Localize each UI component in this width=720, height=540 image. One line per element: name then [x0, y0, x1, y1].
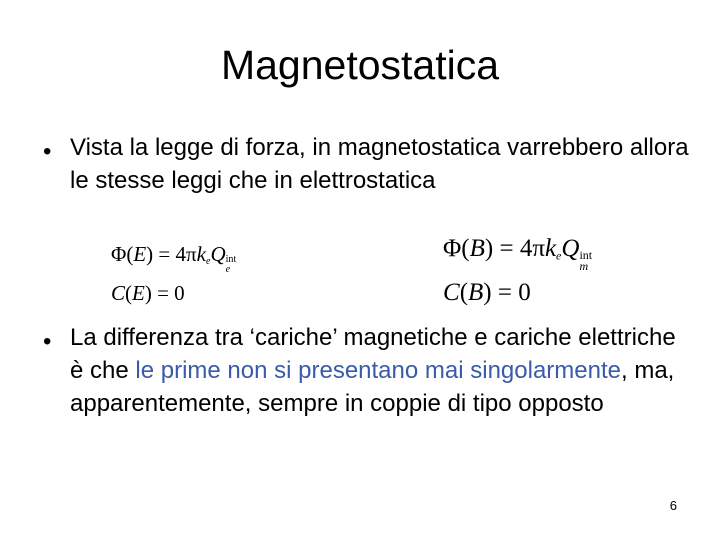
slide-title: Magnetostatica [220, 42, 500, 88]
bullet-text-1: Vista la legge di forza, in magnetostatica varrebbero allora le stesse leggi che in elettrostatica [70, 134, 689, 194]
equation-charge-symbol: Q [561, 235, 580, 262]
equation-k-subscript: e [556, 248, 562, 263]
bullet-text-2-part-1: La differenza tra ‘cariche’ magnetiche e cariche elettriche è che [70, 324, 676, 384]
equation-gauss-magnetic [443, 235, 593, 274]
equation-circulation-magnetic: C(B) = 0 [443, 279, 531, 306]
equation-lhs: Φ(B) = 4πk [443, 235, 557, 262]
bullet-text-2-highlight: le prime non si presentano mai singolarmente [135, 357, 621, 384]
bullet-text-2 [70, 321, 690, 420]
bullet-marker-2: • [43, 328, 52, 355]
bullet-text-2-part-2: , ma, apparentemente, sempre in coppie di tipo opposto [70, 357, 675, 417]
bullet-marker-1: • [43, 138, 52, 165]
equation-circulation-electric: C(E) = 0 [111, 281, 185, 305]
equation-charge-superscript: int [225, 254, 237, 266]
equation-charge-symbol: Q [210, 242, 226, 266]
page-number: 6 [669, 498, 677, 513]
equation-charge-subscript: m [579, 259, 589, 274]
equation-lhs: Φ(E) = 4πk [111, 242, 206, 266]
equation-k-subscript: e [205, 255, 211, 267]
equation-charge-subscript: e [225, 263, 231, 275]
equation-charge-superscript: int [579, 248, 593, 263]
equation-gauss-electric [111, 242, 237, 275]
